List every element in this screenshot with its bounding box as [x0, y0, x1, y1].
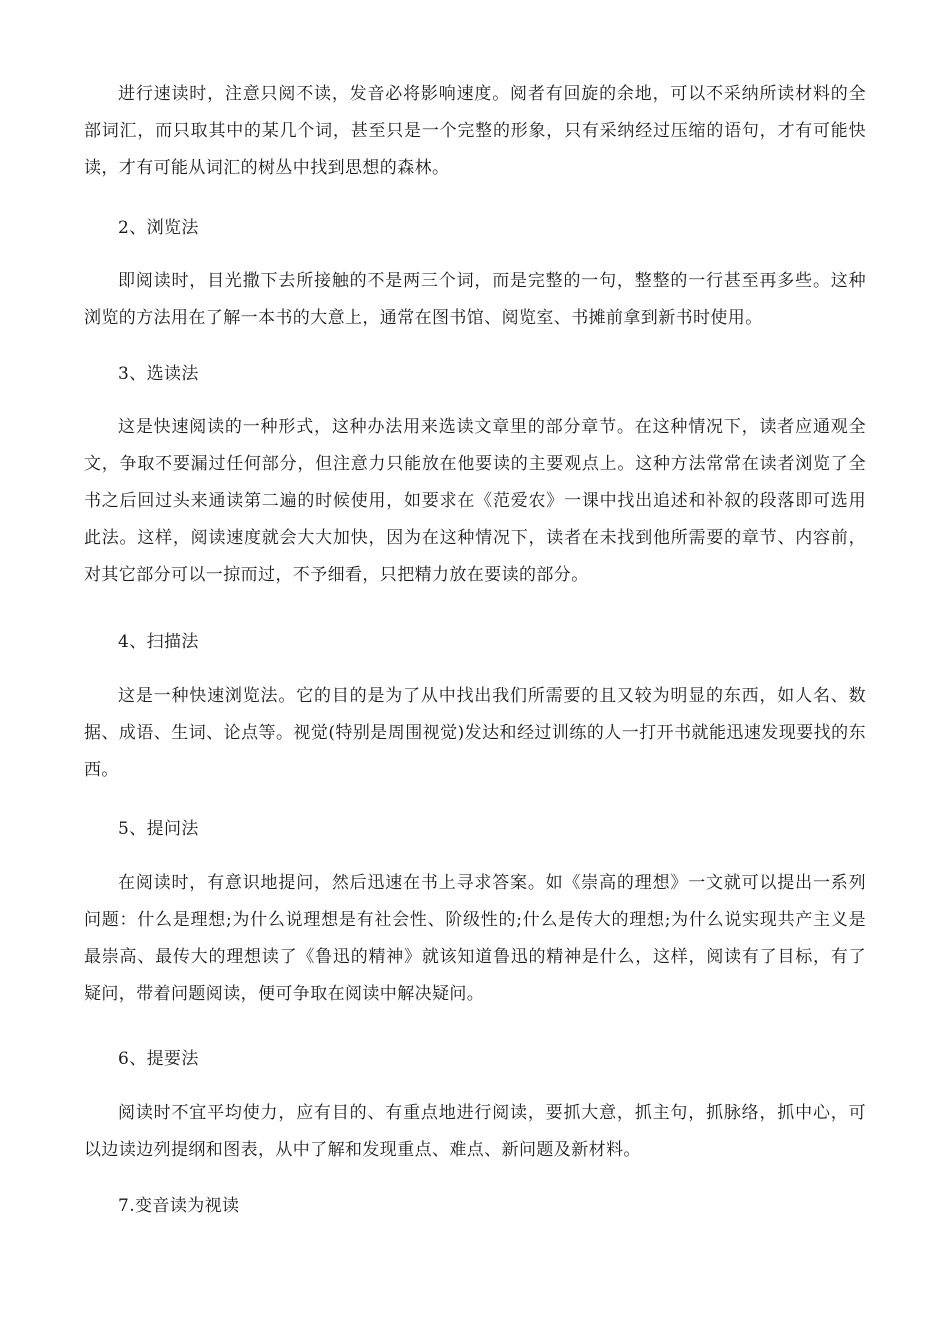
heading-visual-reading: 7.变音读为视读	[118, 1196, 240, 1216]
paragraph-selective-reading: 这是快速阅读的一种形式，这种办法用来选读文章里的部分章节。在这种情况下，读者应通观全文，争取不要漏过任何部分，但注意力只能放在他要读的主要观点上。这种方法常常在读者浏览了全书之后回过头来通读第二遍的时候使用，如要求在《范爱农》一课中找出追述和补叙的段落即可选用此法。这样，阅读速度就会大大加快，因为在这种情况下，读者在未找到他所需要的章节、内容前，对其它部分可以一掠而过，不予细看，只把精力放在要读的部分。	[84, 417, 866, 585]
paragraph-browsing-method: 即阅读时，目光撒下去所接触的不是两三个词，而是完整的一句，整整的一行甚至再多些。这种浏览的方法用在了解一本书的大意上，通常在图书馆、阅览室、书摊前拿到新书时使用。	[84, 271, 866, 328]
heading-browsing-method: 2、浏览法	[118, 218, 199, 238]
heading-summary-method: 6、提要法	[118, 1049, 199, 1069]
paragraph-speed-reading: 进行速读时，注意只阅不读，发音必将影响速度。阅者有回旋的余地，可以不采纳所读材料的全部词汇，而只取其中的某几个词，甚至只是一个完整的形象，只有采纳经过压缩的语句，才有可能快读，才有可能从词汇的树丛中找到思想的森林。	[84, 84, 866, 178]
paragraph-scanning-method: 这是一种快速浏览法。它的目的是为了从中找出我们所需要的且又较为明显的东西，如人名、数据、成语、生词、论点等。视觉(特别是周围视觉)发达和经过训练的人一打开书就能迅速发现要找的东西。	[84, 686, 866, 780]
paragraph-questioning-method: 在阅读时，有意识地提问，然后迅速在书上寻求答案。如《崇高的理想》一文就可以提出一系列问题：什么是理想;为什么说理想是有社会性、阶级性的;什么是传大的理想;为什么说实现共产主义是最崇高、最传大的理想读了《鲁迅的精神》就该知道鲁迅的精神是什么，这样，阅读有了目标，有了疑问，带着问题阅读，便可争取在阅读中解决疑问。	[84, 873, 866, 1004]
heading-selective-reading: 3、选读法	[118, 364, 199, 384]
heading-questioning-method: 5、提问法	[118, 819, 199, 839]
heading-scanning-method: 4、扫描法	[118, 632, 199, 652]
paragraph-summary-method: 阅读时不宜平均使力，应有目的、有重点地进行阅读，要抓大意，抓主句，抓脉络，抓中心，可以边读边列提纲和图表，从中了解和发现重点、难点、新问题及新材料。	[84, 1103, 866, 1160]
